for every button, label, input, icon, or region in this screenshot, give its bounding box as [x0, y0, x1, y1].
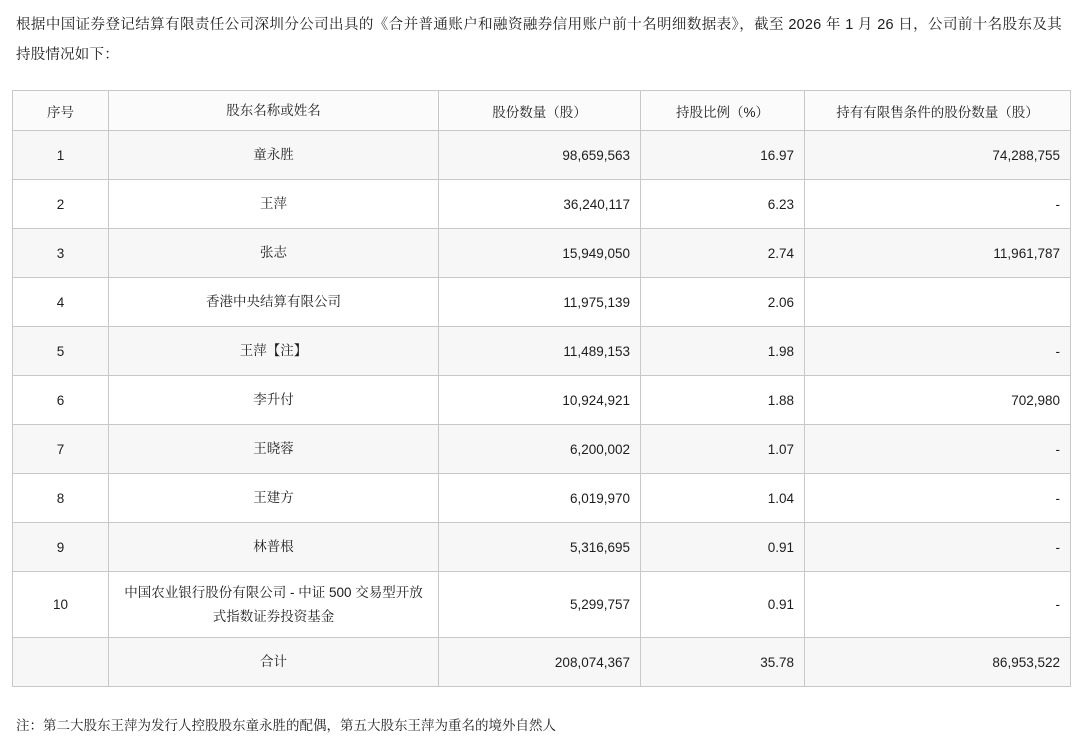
cell-percent: 0.91 [641, 523, 805, 572]
cell-percent: 2.74 [641, 229, 805, 278]
cell-restricted: - [805, 523, 1071, 572]
cell-percent: 1.04 [641, 474, 805, 523]
column-header-index: 序号 [13, 91, 109, 131]
cell-total-percent: 35.78 [641, 638, 805, 687]
top-shareholders-table [12, 90, 1071, 687]
table-header-row [13, 91, 1071, 131]
cell-name: 童永胜 [109, 131, 439, 180]
cell-shares: 11,975,139 [439, 278, 641, 327]
table-row [13, 180, 1071, 229]
cell-shares: 5,316,695 [439, 523, 641, 572]
cell-shares: 6,200,002 [439, 425, 641, 474]
table-body [13, 131, 1071, 687]
cell-name: 王建方 [109, 474, 439, 523]
cell-restricted: 702,980 [805, 376, 1071, 425]
cell-percent: 1.98 [641, 327, 805, 376]
column-header-restricted: 持有有限售条件的股份数量（股） [805, 91, 1071, 131]
cell-restricted: 11,961,787 [805, 229, 1071, 278]
cell-percent: 1.07 [641, 425, 805, 474]
cell-index: 10 [13, 572, 109, 638]
cell-restricted [805, 278, 1071, 327]
cell-name: 王萍【注】 [109, 327, 439, 376]
cell-percent: 1.88 [641, 376, 805, 425]
cell-shares: 11,489,153 [439, 327, 641, 376]
cell-restricted: - [805, 425, 1071, 474]
cell-index: 3 [13, 229, 109, 278]
table-row [13, 523, 1071, 572]
table-row [13, 131, 1071, 180]
intro-paragraph: 根据中国证券登记结算有限责任公司深圳分公司出具的《合并普通账户和融资融券信用账户前十名明细数据表》，截至 2026 年 1 月 26 日，公司前十名股东及其持股情况如下： [16, 17, 1062, 63]
cell-percent: 6.23 [641, 180, 805, 229]
table-row [13, 425, 1071, 474]
cell-name: 张志 [109, 229, 439, 278]
cell-shares: 15,949,050 [439, 229, 641, 278]
cell-index: 7 [13, 425, 109, 474]
cell-name: 王萍 [109, 180, 439, 229]
cell-name: 王晓蓉 [109, 425, 439, 474]
cell-name: 李升付 [109, 376, 439, 425]
cell-index: 2 [13, 180, 109, 229]
table-row [13, 229, 1071, 278]
cell-total-shares: 208,074,367 [439, 638, 641, 687]
cell-restricted: - [805, 572, 1071, 638]
cell-index: 1 [13, 131, 109, 180]
cell-name: 林普根 [109, 523, 439, 572]
cell-percent: 16.97 [641, 131, 805, 180]
cell-index: 9 [13, 523, 109, 572]
cell-total-restricted: 86,953,522 [805, 638, 1071, 687]
cell-restricted: 74,288,755 [805, 131, 1071, 180]
cell-total-label: 合计 [109, 638, 439, 687]
column-header-name: 股东名称或姓名 [109, 91, 439, 131]
cell-shares: 5,299,757 [439, 572, 641, 638]
table-header [13, 91, 1071, 131]
cell-restricted: - [805, 327, 1071, 376]
table-row [13, 327, 1071, 376]
cell-shares: 36,240,117 [439, 180, 641, 229]
cell-restricted: - [805, 474, 1071, 523]
cell-shares: 6,019,970 [439, 474, 641, 523]
cell-shares: 10,924,921 [439, 376, 641, 425]
cell-index: 8 [13, 474, 109, 523]
table-row [13, 376, 1071, 425]
table-row [13, 572, 1071, 638]
cell-name: 香港中央结算有限公司 [109, 278, 439, 327]
cell-index: 4 [13, 278, 109, 327]
table-row [13, 278, 1071, 327]
cell-shares: 98,659,563 [439, 131, 641, 180]
column-header-shares: 股份数量（股） [439, 91, 641, 131]
cell-restricted: - [805, 180, 1071, 229]
footnote: 注：第二大股东王萍为发行人控股股东童永胜的配偶，第五大股东王萍为重名的境外自然人 [16, 718, 556, 733]
cell-name: 中国农业银行股份有限公司 - 中证 500 交易型开放式指数证券投资基金 [109, 572, 439, 638]
cell-index: 6 [13, 376, 109, 425]
table-row [13, 474, 1071, 523]
table-total-row [13, 638, 1071, 687]
column-header-percent: 持股比例（%） [641, 91, 805, 131]
cell-percent: 2.06 [641, 278, 805, 327]
cell-percent: 0.91 [641, 572, 805, 638]
cell-total-spacer [13, 638, 109, 687]
cell-index: 5 [13, 327, 109, 376]
